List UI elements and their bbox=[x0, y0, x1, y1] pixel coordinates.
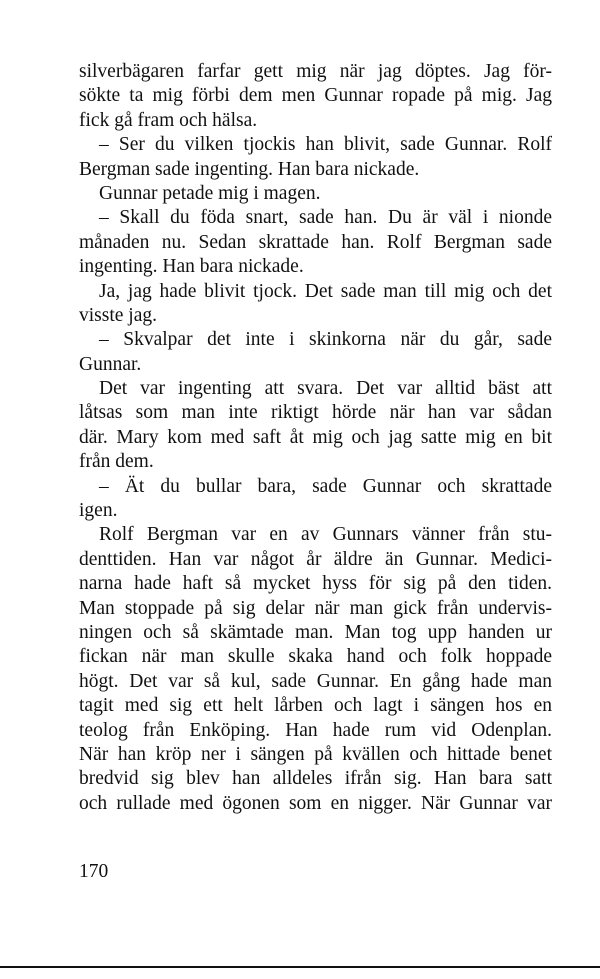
text-line: narna hade haft så mycket hyss för sig på den tiden. bbox=[79, 573, 552, 595]
body-text bbox=[79, 60, 552, 816]
text-line: denttiden. Han var något år äldre än Gunnar. Medici- bbox=[79, 548, 552, 570]
text-line: ingenting. Han bara nickade. bbox=[79, 256, 304, 278]
text-line: – Skvalpar det inte i skinkorna när du går, sade bbox=[99, 329, 552, 351]
bottom-edge-rule bbox=[0, 966, 600, 968]
text-line: högt. Det var så kul, sade Gunnar. En gång hade man bbox=[79, 670, 552, 692]
text-line: teolog från Enköping. Han hade rum vid Odenplan. bbox=[79, 719, 552, 741]
text-line: där. Mary kom med saft åt mig och jag satte mig en bit bbox=[79, 426, 552, 448]
text-line: låtsas som man inte riktigt hörde när han var sådan bbox=[79, 402, 552, 424]
text-line: – Ät du bullar bara, sade Gunnar och skrattade bbox=[99, 475, 552, 497]
text-line: från dem. bbox=[79, 451, 154, 473]
text-line: ningen och så skämtade man. Man tog upp handen ur bbox=[79, 621, 552, 643]
text-line: Gunnar petade mig i magen. bbox=[99, 182, 321, 204]
text-line: När han kröp ner i sängen på kvällen och hittade benet bbox=[79, 743, 552, 765]
text-line: tagit med sig ett helt lårben och lagt i sängen hos en bbox=[79, 695, 552, 717]
text-line: Gunnar. bbox=[79, 353, 142, 375]
text-line: månaden nu. Sedan skrattade han. Rolf Bergman sade bbox=[79, 231, 552, 253]
text-line: – Ser du vilken tjockis han blivit, sade Gunnar. Rolf bbox=[99, 134, 552, 156]
text-line: Bergman sade ingenting. Han bara nickade. bbox=[79, 158, 420, 180]
text-line: sökte ta mig förbi dem men Gunnar ropade på mig. Jag bbox=[79, 85, 552, 107]
text-line: Det var ingenting att svara. Det var alltid bäst att bbox=[99, 378, 552, 400]
text-line: igen. bbox=[79, 500, 118, 522]
text-line: silverbägaren farfar gett mig när jag döptes. Jag för- bbox=[79, 61, 552, 82]
text-line: Rolf Bergman var en av Gunnars vänner från stu- bbox=[99, 524, 552, 546]
text-line: Man stoppade på sig delar när man gick från undervis- bbox=[79, 597, 552, 619]
text-line: fick gå fram och hälsa. bbox=[79, 109, 258, 131]
text-line: fickan när man skulle skaka hand och folk hoppade bbox=[79, 646, 552, 668]
text-line: visste jag. bbox=[79, 304, 157, 326]
text-line: Ja, jag hade blivit tjock. Det sade man till mig och det bbox=[99, 280, 552, 302]
page-number: 170 bbox=[79, 861, 109, 882]
text-line: bredvid sig blev han alldeles ifrån sig. Han bara satt bbox=[79, 768, 552, 790]
text-line: och rullade med ögonen som en nigger. När Gunnar var bbox=[79, 792, 552, 814]
text-line: – Skall du föda snart, sade han. Du är väl i nionde bbox=[99, 207, 552, 229]
